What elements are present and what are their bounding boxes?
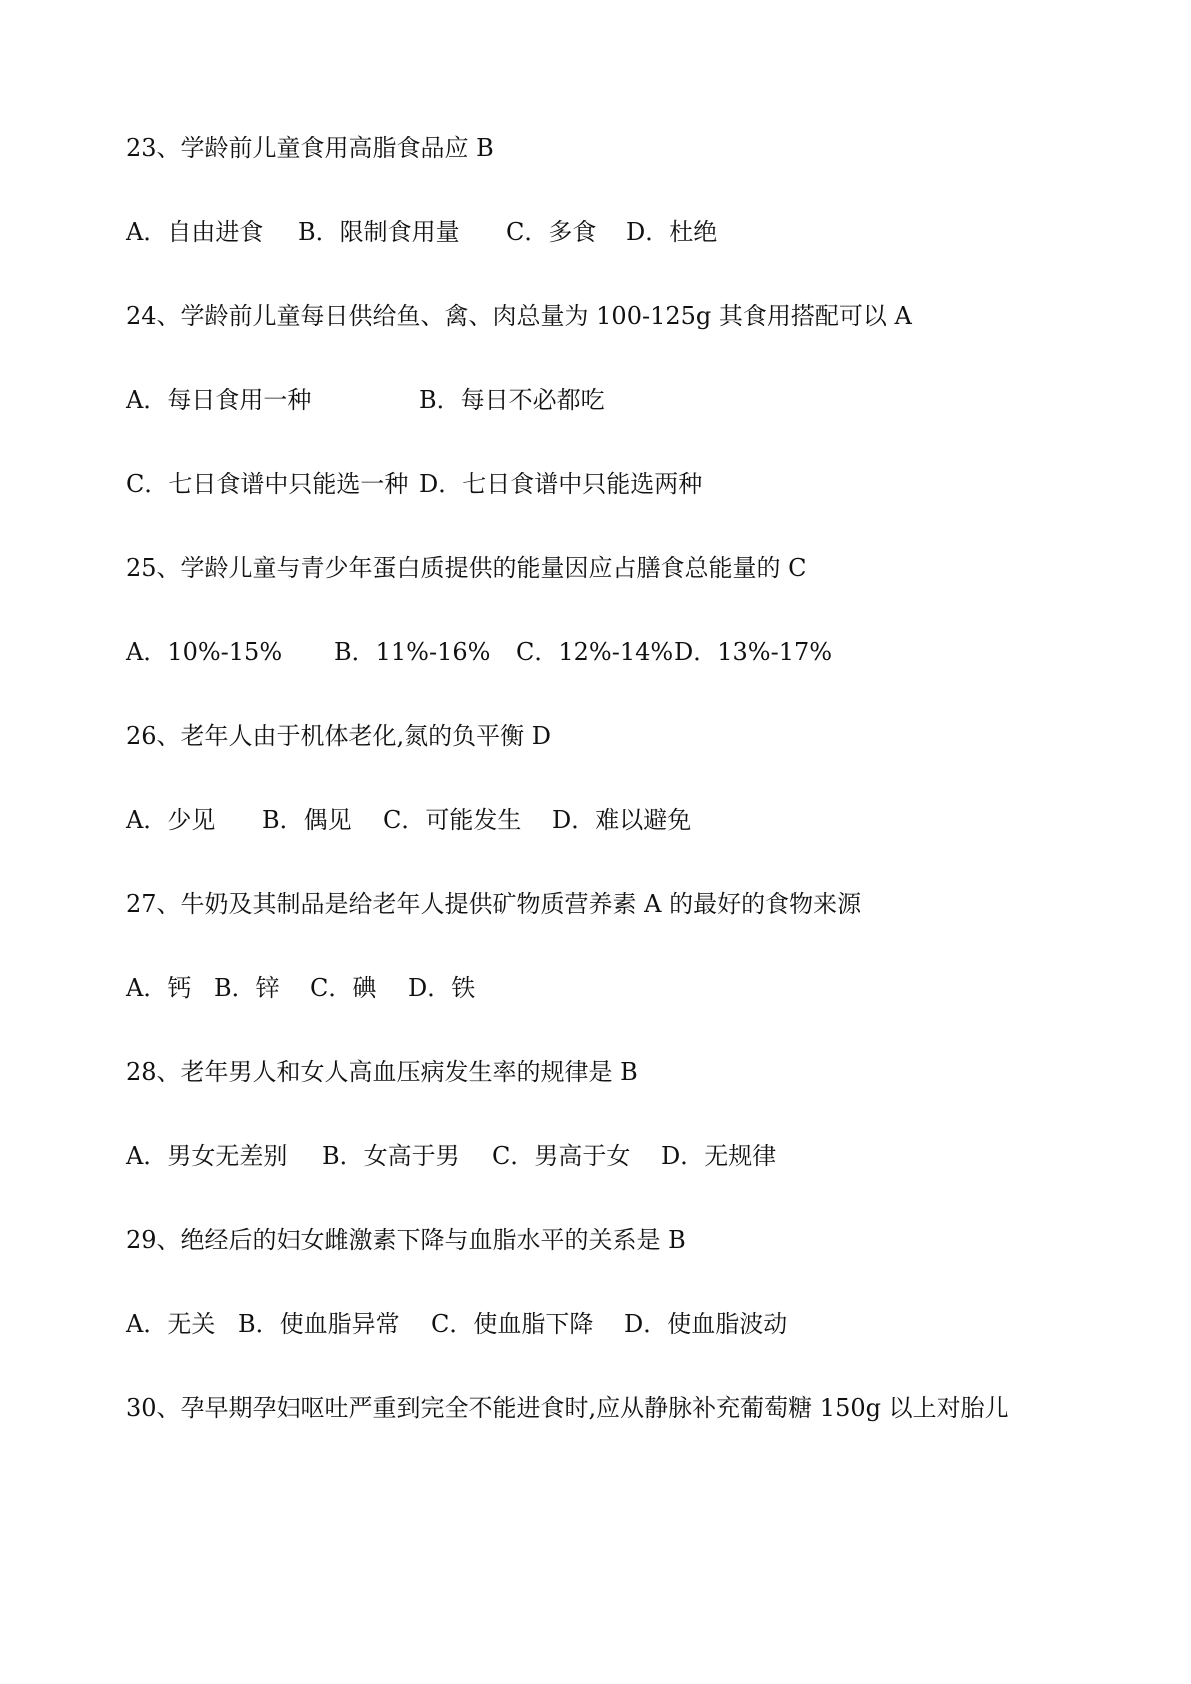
option-d: D．使血脂波动: [624, 1310, 788, 1338]
option-c: C．碘: [310, 974, 377, 1002]
option-a: A．少见: [126, 806, 216, 834]
option-a: A．10%-15%: [126, 638, 283, 666]
option-b: B．使血脂异常: [238, 1310, 400, 1338]
question-25-stem: 25、学龄儿童与青少年蛋白质提供的能量因应占膳食总能量的 C: [126, 554, 807, 582]
option-c: C．多食: [506, 218, 597, 246]
question-23-stem: 23、学龄前儿童食用高脂食品应 B: [126, 134, 494, 162]
question-28-stem: 28、老年男人和女人高血压病发生率的规律是 B: [126, 1058, 638, 1086]
question-30-stem: 30、孕早期孕妇呕吐严重到完全不能进食时,应从静脉补充葡萄糖 150g 以上对胎儿: [126, 1394, 1009, 1422]
option-a: A．男女无差别: [126, 1142, 288, 1170]
option-c: C．七日食谱中只能选一种: [126, 470, 409, 498]
option-d: D．无规律: [661, 1142, 777, 1170]
question-27-stem: 27、牛奶及其制品是给老年人提供矿物质营养素 A 的最好的食物来源: [126, 890, 862, 918]
option-d: D．难以避免: [552, 806, 692, 834]
option-b: B．偶见: [262, 806, 352, 834]
option-d: D．13%-17%: [674, 638, 833, 666]
option-b: B．限制食用量: [298, 218, 460, 246]
option-a: A．无关: [126, 1310, 216, 1338]
option-a: A．自由进食: [126, 218, 264, 246]
option-c: C．12%-14%: [516, 638, 674, 666]
option-d: D．杜绝: [626, 218, 718, 246]
option-c: C．男高于女: [492, 1142, 631, 1170]
option-b: B．女高于男: [322, 1142, 460, 1170]
option-a: A．钙: [126, 974, 192, 1002]
option-d: D．七日食谱中只能选两种: [419, 470, 703, 498]
question-24-stem: 24、学龄前儿童每日供给鱼、禽、肉总量为 100-125g 其食用搭配可以 A: [126, 302, 912, 330]
option-b: B．锌: [214, 974, 280, 1002]
question-29-stem: 29、绝经后的妇女雌激素下降与血脂水平的关系是 B: [126, 1226, 686, 1254]
question-26-stem: 26、老年人由于机体老化,氮的负平衡 D: [126, 722, 552, 750]
option-a: A．每日食用一种: [126, 386, 312, 414]
option-d: D．铁: [408, 974, 476, 1002]
option-b: B．11%-16%: [334, 638, 491, 666]
option-c: C．使血脂下降: [431, 1310, 594, 1338]
option-b: B．每日不必都吃: [419, 386, 605, 414]
option-c: C．可能发生: [383, 806, 522, 834]
